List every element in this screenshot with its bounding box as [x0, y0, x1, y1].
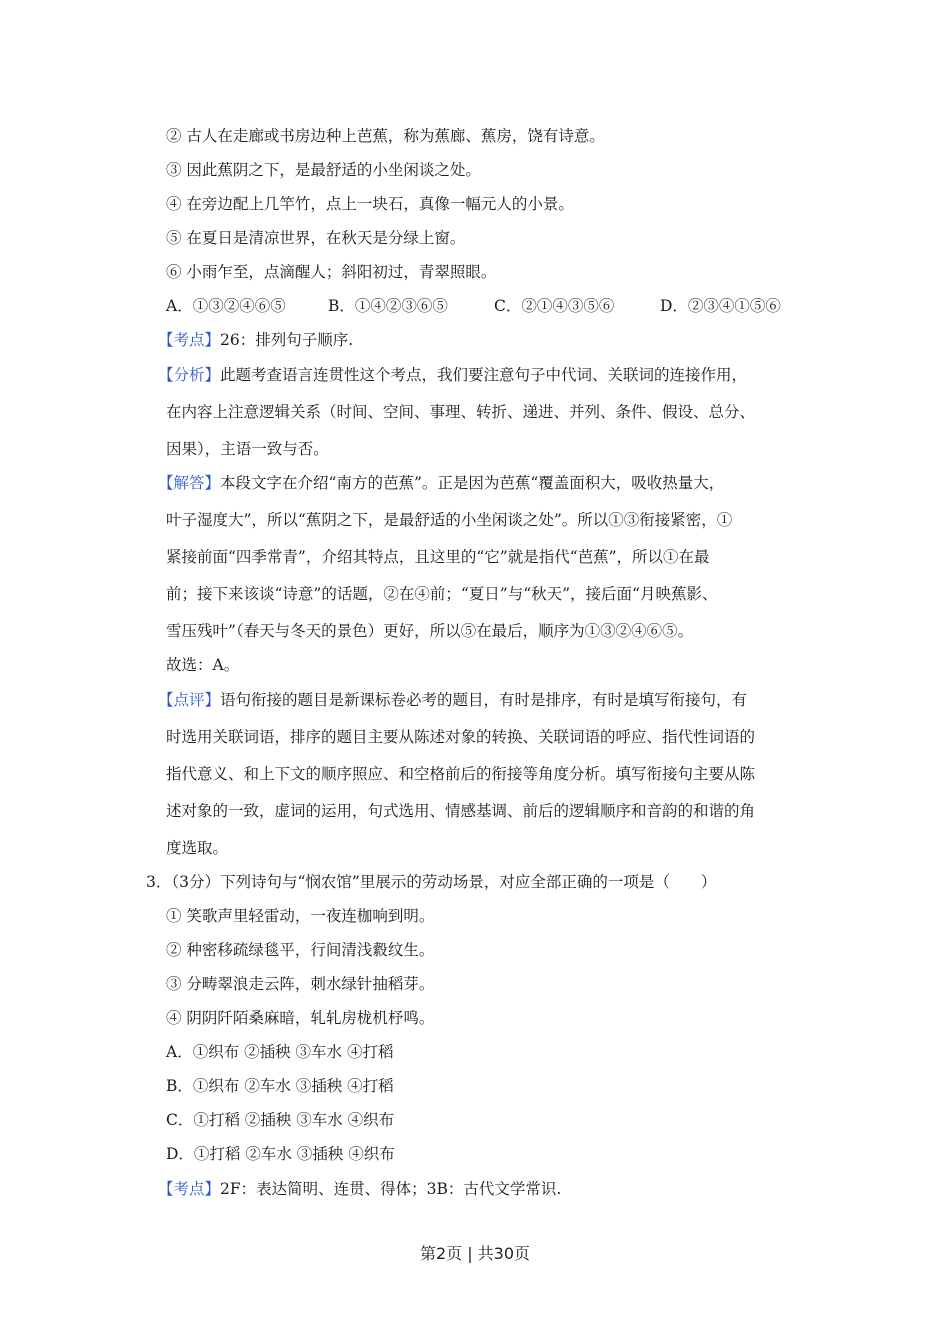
kaodian-tag: 【考点】 — [158, 331, 221, 349]
sentence-4: ④ 在旁边配上几竿竹，点上一块石，真像一幅元人的小景。 — [166, 195, 574, 213]
prev-options-row — [166, 295, 781, 317]
fenxi-text-1: 此题考查语言连贯性这个考点，我们要注意句子中代词、关联词的连接作用， — [220, 366, 748, 384]
dianping-line-2: 时选用关联词语，排序的题目主要从陈述对象的转换、关联词语的呼应、指代性词语的 — [166, 728, 756, 746]
q3-kaodian-tag: 【考点】 — [158, 1180, 221, 1198]
q3-line-4: ④ 阴阴阡陌桑麻暗，轧轧房栊机杼鸣。 — [166, 1009, 435, 1027]
jieda-line-2: 叶子湿度大”，所以“蕉阴之下，是最舒适的小坐闲谈之处”。所以①③衔接紧密，① — [166, 511, 733, 529]
jieda-line-3: 紧接前面“四季常青”，介绍其特点，且这里的“它”就是指代“芭蕉”，所以①在最 — [166, 548, 710, 566]
fenxi-line-3: 因果），主语一致与否。 — [166, 440, 329, 458]
q3-line-1: ① 笑歌声里轻雷动，一夜连枷响到明。 — [166, 907, 435, 925]
jieda-text-1: 本段文字在介绍“南方的芭蕉”。正是因为芭蕉“覆盖面积大，吸收热量大， — [220, 474, 725, 492]
q3-option-d: D．①打稻 ②车水 ③插秧 ④织布 — [166, 1145, 395, 1163]
page-footer: 第2页 | 共30页 — [419, 1244, 531, 1263]
jieda-line-4: 前；接下来该谈“诗意”的话题，②在④前；“夏日”与“秋天”，接后面“月映蕉影、 — [166, 585, 718, 603]
prev-option-d: D．②③④①⑤⑥ — [660, 297, 781, 315]
sentence-3: ③ 因此蕉阴之下，是最舒适的小坐闲谈之处。 — [166, 161, 481, 179]
dianping-line-5: 度选取。 — [166, 839, 229, 857]
sentence-6: ⑥ 小雨乍至，点滴醒人；斜阳初过，青翠照眼。 — [166, 263, 497, 281]
jieda-tag: 【解答】 — [158, 474, 221, 492]
jieda-line-5: 雪压残叶”（春天与冬天的景色）更好，所以⑤在最后，顺序为①③②④⑥⑤。 — [166, 622, 694, 640]
prev-option-b: B．①④②③⑥⑤ — [328, 297, 448, 315]
question-3-stem: 3．（3分）下列诗句与“悯农馆”里展示的劳动场景，对应全部正确的一项是（ ） — [146, 873, 717, 891]
q3-kaodian-line — [158, 1178, 561, 1200]
dianping-line-1 — [158, 689, 747, 711]
q3-option-c: C．①打稻 ②插秧 ③车水 ④织布 — [166, 1111, 395, 1129]
prev-option-c: C．②①④③⑤⑥ — [494, 297, 615, 315]
kaodian-text: 26：排列句子顺序. — [220, 331, 354, 349]
sentence-2: ② 古人在走廊或书房边种上芭蕉，称为蕉廊、蕉房，饶有诗意。 — [166, 127, 605, 145]
dianping-line-4: 述对象的一致，虚词的运用，句式选用、情感基调、前后的逻辑顺序和音韵的和谐的角 — [166, 802, 756, 820]
fenxi-line-2: 在内容上注意逻辑关系（时间、空间、事理、转折、递进、并列、条件、假设、总分、 — [166, 403, 756, 421]
q3-option-b: B．①织布 ②车水 ③插秧 ④打稻 — [166, 1077, 394, 1095]
fenxi-tag: 【分析】 — [158, 366, 221, 384]
fenxi-line-1 — [158, 364, 747, 386]
kaodian-line — [158, 329, 353, 351]
dianping-text-1: 语句衔接的题目是新课标卷必考的题目，有时是排序，有时是填写衔接句，有 — [220, 691, 748, 709]
dianping-tag: 【点评】 — [158, 691, 221, 709]
q3-line-3: ③ 分畴翠浪走云阵，刺水绿针抽稻芽。 — [166, 975, 435, 993]
jieda-line-1 — [158, 472, 724, 494]
q3-option-a: A．①织布 ②插秧 ③车水 ④打稻 — [166, 1043, 394, 1061]
q3-kaodian-text: 2F：表达简明、连贯、得体；3B：古代文学常识. — [220, 1180, 562, 1198]
answer-line: 故选：A。 — [166, 656, 240, 674]
q3-line-2: ② 种密移疏绿毯平，行间清浅縠纹生。 — [166, 941, 435, 959]
sentence-5: ⑤ 在夏日是清凉世界，在秋天是分绿上窗。 — [166, 229, 466, 247]
prev-option-a: A．①③②④⑥⑤ — [166, 297, 286, 315]
dianping-line-3: 指代意义、和上下文的顺序照应、和空格前后的衔接等角度分析。填写衔接句主要从陈 — [166, 765, 756, 783]
